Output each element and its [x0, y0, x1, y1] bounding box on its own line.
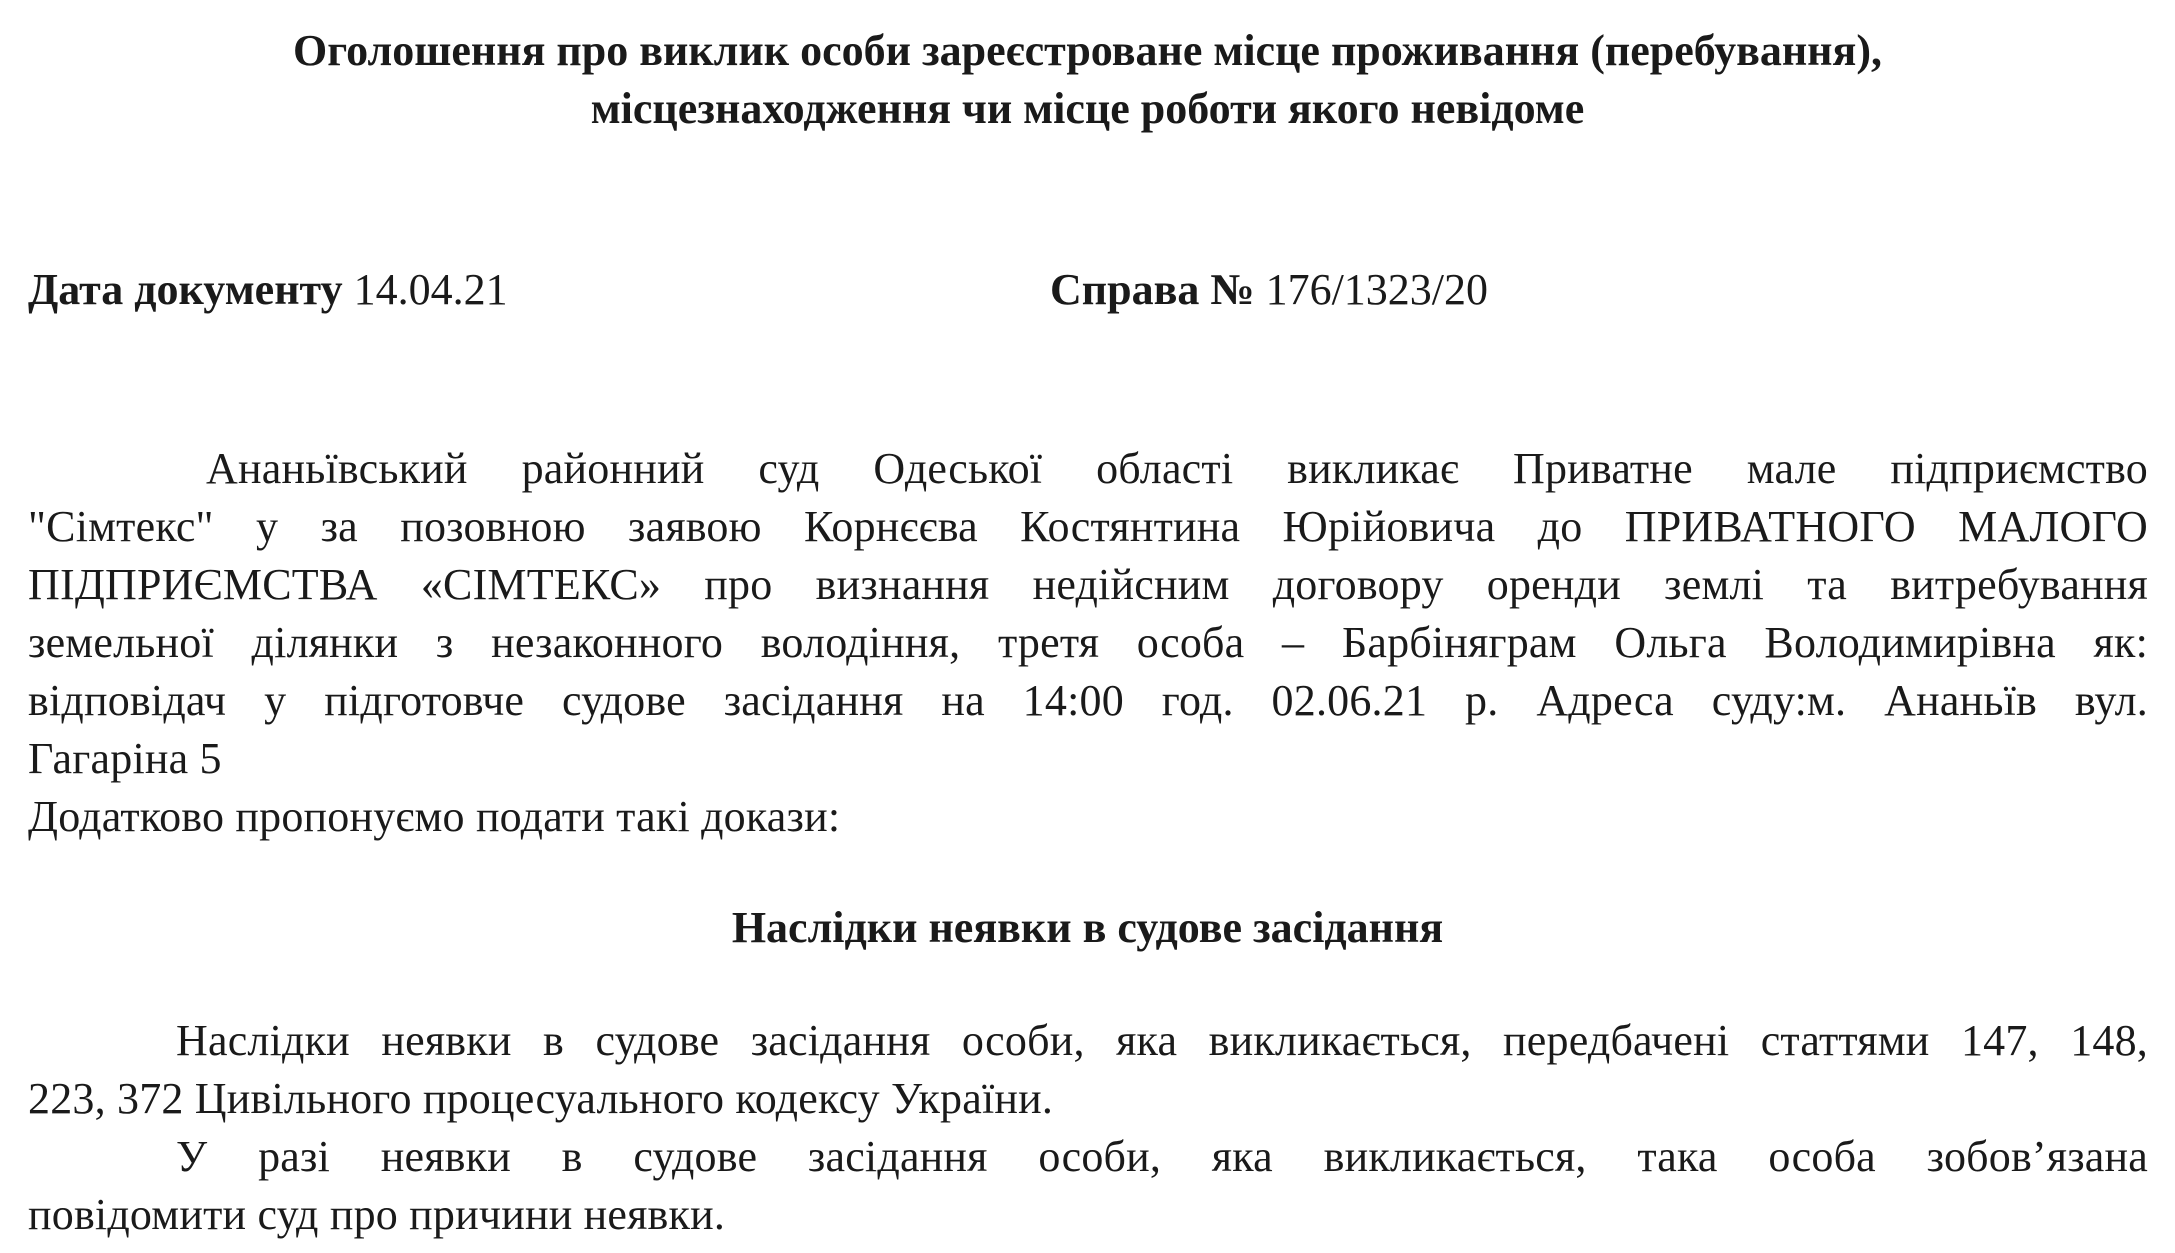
case-value: 176/1323/20 — [1265, 265, 1489, 314]
summons-line: Ананьївський районний суд Одеської області викликає Приватне мале підприємство — [206, 444, 2148, 493]
evidence-note — [28, 788, 2148, 846]
consequences-line: Наслідки неявки в судове засідання особи, яка викликається, передбачені статтями 147, 148, — [176, 1016, 2148, 1065]
summons-line: Гагаріна 5 — [28, 734, 222, 783]
consequences-line: 223, 372 Цивільного процесуального кодексу України. — [28, 1074, 1054, 1123]
summons-line: "Сімтекс" у за позовною заявою Корнєєва Костянтина Юрійовича до ПРИВАТНОГО МАЛОГО — [28, 502, 2148, 551]
summons-line: відповідач у підготовче судове засідання на 14:00 год. 02.06.21 р. Адреса суду:м. Ананьїв вул. — [28, 676, 2148, 725]
consequences-heading: Наслідки неявки в судове засідання — [731, 903, 1444, 952]
consequences-paragraph-2 — [28, 1128, 2148, 1244]
consequences-line: У разі неявки в судове засідання особи, яка викликається, така особа зобов’язана — [176, 1132, 2148, 1181]
date-label: Дата документу — [28, 265, 343, 314]
title-line-2: місцезнаходження чи місце роботи якого невідоме — [590, 84, 1585, 133]
summons-line: земельної ділянки з незаконного володіння, третя особа – Барбіняграм Ольга Володимирівна як: — [28, 618, 2148, 667]
consequences-line: повідомити суд про причини неявки. — [28, 1190, 726, 1239]
date-value: 14.04.21 — [353, 265, 508, 314]
document-title — [0, 22, 2175, 138]
evidence-text: Додатково пропонуємо подати такі докази: — [28, 792, 841, 841]
consequences-paragraph-1 — [28, 1012, 2148, 1128]
document-date — [28, 262, 508, 318]
title-line-1: Оголошення про виклик особи зареєстроване місце проживання (перебування), — [293, 26, 1882, 75]
summons-line: ПІДПРИЄМСТВА «СІМТЕКС» про визнання недійсним договору оренди землі та витребування — [28, 560, 2148, 609]
summons-paragraph — [28, 440, 2148, 788]
case-label: Справа № — [1050, 265, 1255, 314]
case-number — [1050, 262, 1488, 318]
